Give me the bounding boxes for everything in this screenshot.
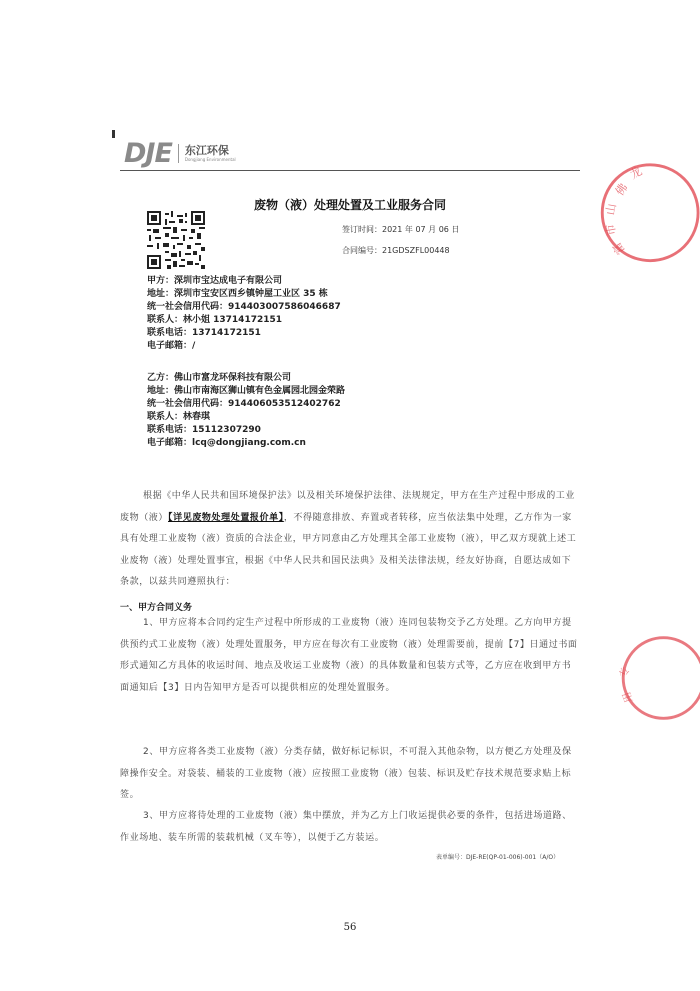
clause-2-text: 2、甲方应将各类工业废物（液）分类存储，做好标记标识，不可混入其他杂物，以方便乙方处理及保障操作安全。对袋装、桶装的工业废物（液）应按照工业废物（液）包装、标识及贮存技术规范要求贴上标签。: [120, 747, 572, 800]
party-a-contact: 联系人：林小姐 13714172151: [147, 315, 283, 325]
party-b-phone: 联系电话：15112307290: [147, 425, 261, 435]
party-a-name: 甲方：深圳市宝达成电子有限公司: [147, 276, 283, 286]
svg-text:专: 专: [618, 666, 632, 679]
preamble-part1: 根据《中华人民共和国环境保护法》以及相关环境保护法律、法规规定，甲方在生产过程中形成的工业废物（液）: [120, 491, 576, 523]
svg-text:用: 用: [620, 690, 636, 705]
svg-text:佛: 佛: [612, 180, 631, 199]
scan-mark: [112, 130, 115, 138]
page-number: 56: [343, 922, 357, 933]
company-seal-icon: [585, 160, 700, 275]
contract-title: 废物（液）处理处置及工业服务合同: [253, 198, 446, 212]
party-a-address: 地址：深圳市宝安区西乡镇钟屋工业区 35 栋: [147, 289, 328, 299]
logo-text: [178, 144, 236, 163]
svg-text:富: 富: [609, 239, 628, 258]
party-b-address: 地址：佛山市南海区狮山镇有色金属园北园金荣路: [147, 386, 346, 396]
seal-fragment-icon: [604, 630, 700, 726]
party-b-email: 电子邮箱：lcq@dongjiang.com.cn: [147, 438, 306, 448]
section-1-title: 一、甲方合同义务: [120, 603, 193, 613]
clause-2: [120, 742, 580, 807]
form-number: 表单编号：DJE-RE(QP-01-006)-001（A/O）: [436, 854, 560, 861]
party-b-credit-code: 统一社会信用代码：914406053512402762: [147, 399, 341, 409]
sign-time: 签订时间：2021 年 07 月 06 日: [342, 225, 460, 234]
qr-code-icon: [147, 211, 205, 269]
party-a-block: [147, 275, 341, 353]
svg-text:市: 市: [602, 222, 619, 237]
logo-mark: DJE: [124, 138, 172, 169]
party-a-credit-code: 统一社会信用代码：914403007586046687: [147, 302, 341, 312]
preamble-part2: ，不得随意排放、弃置或者转移，应当依法集中处理，乙方作为一家具有处理工业废物（液）资质的合法企业，甲方同意由乙方处理其全部工业废物（液），甲乙双方现就上述工业废物（液）处理处置事宜，根据《中华人民共和国民法典》及相关法律法规，经友好协商，自愿达成如下条款，以兹共同遵照执行：: [120, 512, 577, 587]
party-b-block: [147, 372, 345, 450]
clause-3-text: 3、甲方应将待处理的工业废物（液）集中摆放，并为乙方上门收运提供必要的条件，包括进场道路、作业场地、装车所需的装载机械（叉车等），以便于乙方装运。: [120, 811, 572, 843]
preamble-paragraph: [120, 486, 580, 594]
party-a-phone: 联系电话：13714172151: [147, 328, 261, 338]
logo-english-name: Dongjiang Environmental: [184, 157, 236, 162]
party-b-name: 乙方：佛山市富龙环保科技有限公司: [147, 373, 292, 383]
svg-text:山: 山: [602, 202, 619, 217]
header-divider: [120, 170, 580, 171]
clause-1-text: 1、甲方应将本合同约定生产过程中所形成的工业废物（液）连同包装物交予乙方处理。乙方向甲方提供预约式工业废物（液）处理处置服务，甲方应在每次有工业废物（液）处理需要前，提前【7】日通过书面形式通知乙方具体的收运时间、地点及收运工业废物（液）的具体数量和包装方式等，乙方应在收到甲方书面通知后【3】日内告知甲方是否可以提供相应的处理处置服务。: [120, 618, 578, 693]
party-b-contact: 联系人：林春琪: [147, 412, 211, 422]
company-logo: [124, 140, 236, 167]
logo-chinese-name: 东江环保: [184, 144, 229, 157]
clause-1: [120, 613, 580, 699]
party-a-email: 电子邮箱：/: [147, 341, 196, 351]
quotation-reference: 【详见废物处理处置报价单】: [168, 512, 284, 523]
clause-3: [120, 806, 580, 849]
svg-text:龙: 龙: [627, 163, 645, 182]
contract-number: 合同编号：21GDSZFL00448: [342, 246, 450, 255]
